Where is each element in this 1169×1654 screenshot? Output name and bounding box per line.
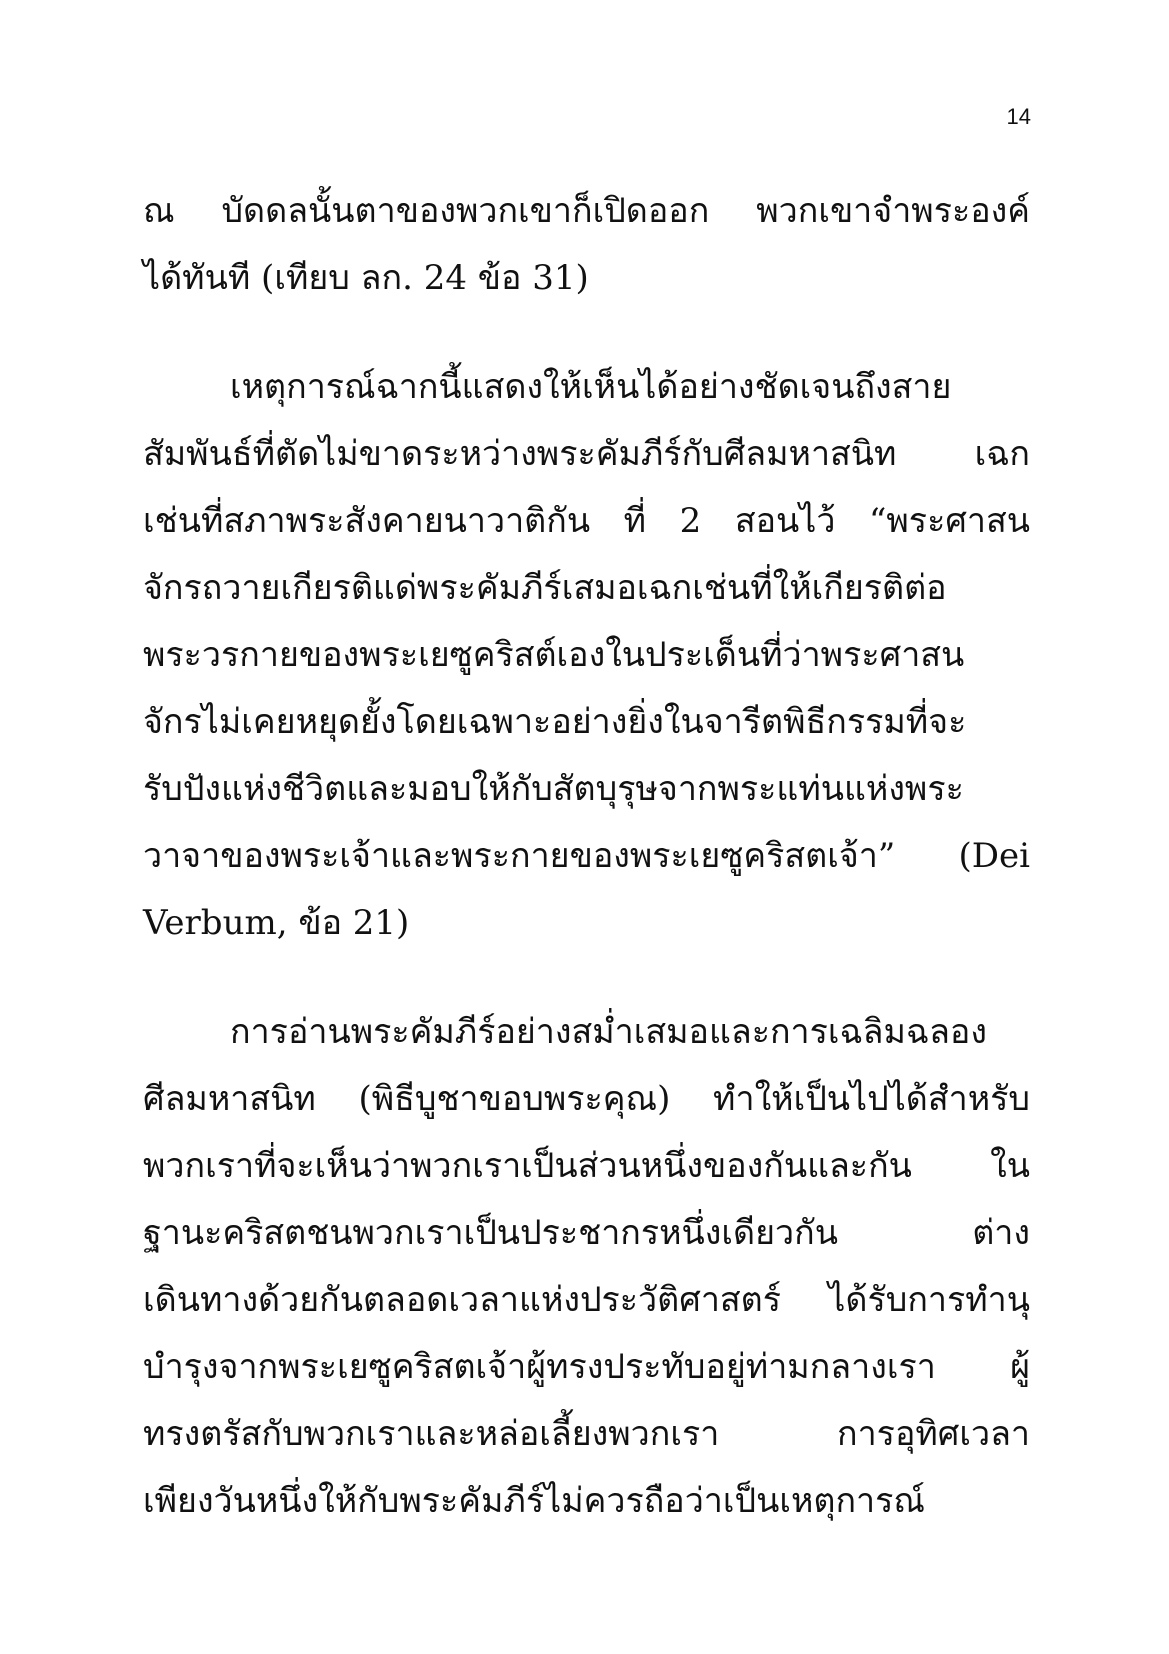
text-line: เพียงวันหนึ่งให้กับพระคัมภีร์ไม่ควรถือว่าเป็นเหตุการณ์	[143, 1481, 925, 1521]
page-number: 14	[1006, 104, 1031, 129]
paragraph	[143, 178, 1030, 312]
paragraph-gap	[143, 312, 1030, 354]
text-line: ณ บัดดลนั้นตาของพวกเขาก็เปิดออก พวกเขาจำพระองค์	[143, 191, 1030, 231]
text-line: ศีลมหาสนิท (พิธีบูชาขอบพระคุณ) ทำให้เป็นไปได้สำหรับ	[143, 1079, 1030, 1119]
text-line: พระวรกายของพระเยซูคริสต์เองในประเด็นที่ว่าพระศาสน	[143, 635, 965, 675]
paragraph	[143, 999, 1030, 1535]
text-line: สัมพันธ์ที่ตัดไม่ขาดระหว่างพระคัมภีร์กับศีลมหาสนิท เฉก	[143, 434, 1030, 474]
text-line: รับปังแห่งชีวิตและมอบให้กับสัตบุรุษจากพระแท่นแห่งพระ	[143, 769, 964, 809]
text-line: บำรุงจากพระเยซูคริสตเจ้าผู้ทรงประทับอยู่ท่ามกลางเรา ผู้	[143, 1347, 1030, 1387]
text-line: Verbum, ข้อ 21)	[143, 903, 410, 943]
paragraph-gap	[143, 957, 1030, 999]
text-line: จักรไม่เคยหยุดยั้งโดยเฉพาะอย่างยิ่งในจารีตพิธีกรรมที่จะ	[143, 702, 967, 742]
text-line: จักรถวายเกียรติแด่พระคัมภีร์เสมอเฉกเช่นที่ให้เกียรติต่อ	[143, 568, 947, 608]
text-line: ได้ทันที (เทียบ ลก. 24 ข้อ 31)	[143, 258, 589, 298]
text-line: พวกเราที่จะเห็นว่าพวกเราเป็นส่วนหนึ่งของกันและกัน ใน	[143, 1146, 1030, 1186]
text-line: เช่นที่สภาพระสังคายนาวาติกัน ที่ 2 สอนไว้ “พระศาสน	[143, 501, 1030, 541]
paragraph	[143, 354, 1030, 957]
text-line: ทรงตรัสกับพวกเราและหล่อเลี้ยงพวกเรา การอุทิศเวลา	[143, 1414, 1030, 1454]
text-line: เหตุการณ์ฉากนี้แสดงให้เห็นได้อย่างชัดเจนถึงสาย	[230, 367, 952, 407]
text-line: เดินทางด้วยกันตลอดเวลาแห่งประวัติศาสตร์ ได้รับการทำนุ	[143, 1280, 1030, 1320]
text-line: วาจาของพระเจ้าและพระกายของพระเยซูคริสตเจ้า” (Dei	[143, 836, 1030, 876]
text-line: การอ่านพระคัมภีร์อย่างสม่ำเสมอและการเฉลิมฉลอง	[230, 1012, 987, 1052]
text-line: ฐานะคริสตชนพวกเราเป็นประชากรหนึ่งเดียวกัน ต่าง	[143, 1213, 1030, 1253]
body-text	[143, 178, 1030, 1535]
